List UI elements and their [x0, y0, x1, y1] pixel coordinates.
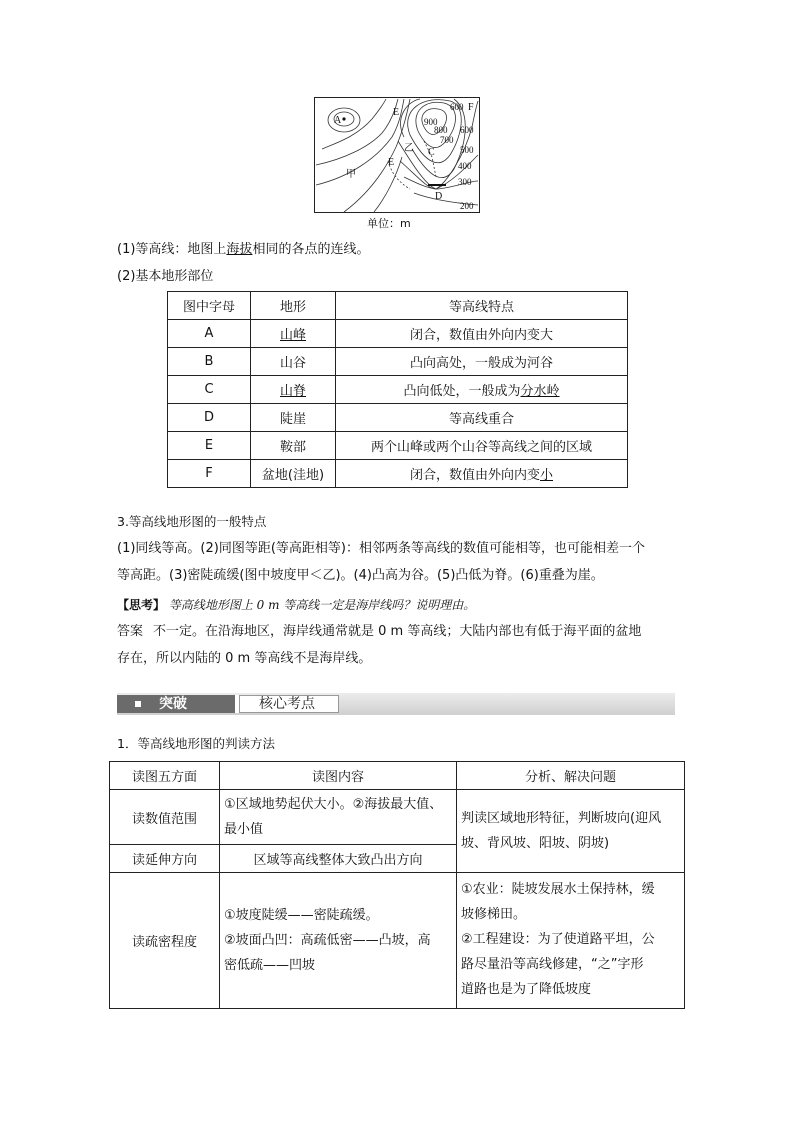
header-letter: 图中字母 — [168, 292, 251, 320]
section-3-line-2: 等高距。(3)密陡疏缓(图中坡度甲＜乙)。(4)凸高为谷。(5)凸低为脊。(6)重叠为崖。 — [117, 568, 604, 583]
answer-label: 答案 — [117, 624, 144, 639]
content-line: ②坡面凸凹：高疏低密——凸坡，高 — [224, 933, 431, 948]
feature-prefix: 凸向低处，一般成为 — [403, 384, 521, 399]
cell-content: 区域等高线整体大致凸出方向 — [220, 845, 457, 873]
header-content: 读图内容 — [220, 762, 457, 790]
cell-aspect: 读疏密程度 — [110, 873, 220, 1009]
table-row — [168, 460, 628, 488]
contour-map — [314, 97, 482, 215]
banner-left-label: 突破 — [159, 696, 187, 712]
header-terrain: 地形 — [251, 292, 336, 320]
cell-feature: 两个山峰或两个山谷等高线之间的区域 — [336, 432, 628, 460]
header-analysis: 分析、解决问题 — [457, 762, 685, 790]
cell-content — [220, 790, 457, 845]
item-2: (2)基本地形部位 — [117, 269, 214, 284]
think-label: 【思考】 — [117, 598, 166, 612]
header-feature: 等高线特点 — [336, 292, 628, 320]
reading-method-table — [109, 761, 685, 1009]
table-row — [168, 432, 628, 460]
content-line: ①区域地势起伏大小。②海拔最大值、 — [224, 797, 443, 812]
contour-label-900: 900 — [424, 117, 438, 127]
table-header-row — [168, 292, 628, 320]
table-row — [110, 790, 685, 845]
analysis-line: ②工程建设：为了使道路平坦，公 — [461, 932, 655, 947]
content-line: 密低疏——凹坡 — [224, 958, 316, 973]
label-E-top: E — [393, 107, 400, 118]
analysis-line: ①农业：陡坡发展水土保持林，缓 — [461, 882, 655, 897]
cell-feature: 凸向高处，一般成为河谷 — [336, 348, 628, 376]
section-banner — [117, 693, 675, 715]
contour-label-600b: 600 — [460, 125, 474, 135]
think-question-text: 等高线地形图上 0 m 等高线一定是海岸线吗？说明理由。 — [168, 598, 476, 612]
item-1-suffix: 相同的各点的连线。 — [252, 242, 370, 257]
cell-terrain: 盆地(洼地) — [251, 460, 336, 488]
answer-line-2: 存在，所以内陆的 0 m 等高线不是海岸线。 — [117, 651, 372, 666]
cell-aspect: 读数值范围 — [110, 790, 220, 845]
think-question — [117, 594, 475, 616]
cell-letter: B — [168, 348, 251, 376]
table-header-row — [110, 762, 685, 790]
analysis-line: 判读区域地形特征，判断坡向(迎风 — [461, 811, 662, 826]
cell-content — [220, 873, 457, 1009]
contour-label-800: 800 — [434, 125, 448, 135]
answer-text-1: 不一定。在沿海地区，海岸线通常就是 0 m 等高线；大陆内部也有低于海平面的盆地 — [153, 624, 642, 639]
content-line: 最小值 — [224, 822, 264, 837]
terrain-underlined: 山峰 — [279, 328, 306, 343]
cell-analysis-merged — [457, 790, 685, 873]
table-row — [110, 873, 685, 1009]
terrain-table — [167, 291, 628, 488]
cell-feature: 等高线重合 — [336, 404, 628, 432]
analysis-line: 坡修梯田。 — [461, 907, 527, 922]
cell-feature: 闭合，数值由外向内变大 — [336, 320, 628, 348]
contour-label-700: 700 — [440, 135, 454, 145]
label-C: C — [428, 147, 435, 158]
section-4-title: 1．等高线地形图的判读方法 — [117, 736, 275, 751]
cell-letter: E — [168, 432, 251, 460]
contour-label-600a: 600 — [450, 102, 464, 112]
cell-letter: A — [168, 320, 251, 348]
table-row — [168, 348, 628, 376]
label-jia: 甲 — [346, 169, 356, 180]
answer-line-1 — [117, 621, 641, 643]
banner-square-icon — [135, 701, 141, 707]
label-yi: 乙 — [404, 143, 414, 154]
contour-label-200: 200 — [460, 201, 474, 211]
cell-terrain: 山谷 — [251, 348, 336, 376]
item-1 — [117, 239, 369, 261]
label-A: A — [334, 115, 342, 126]
contour-label-400: 400 — [458, 161, 472, 171]
analysis-line: 路尽量沿等高线修建，“之”字形 — [461, 957, 644, 972]
terrain-underlined: 山脊 — [279, 384, 306, 399]
header-aspect: 读图五方面 — [110, 762, 220, 790]
cell-letter: F — [168, 460, 251, 488]
feature-prefix: 闭合，数值由外向内变 — [409, 468, 540, 483]
map-caption: 单位：m — [367, 217, 411, 230]
cell-terrain: 鞍部 — [251, 432, 336, 460]
label-F: F — [468, 102, 474, 113]
content-line: ①坡度陡缓——密陡疏缓。 — [224, 908, 379, 923]
label-E-mid: E — [388, 157, 395, 168]
analysis-line: 坡、背风坡、阳坡、阴坡) — [461, 836, 610, 851]
cell-feature — [336, 376, 628, 404]
section-3-line-1: (1)同线等高。(2)同图等距(等高距相等)：相邻两条等高线的数值可能相等，也可能相差一个 — [117, 541, 645, 556]
cell-feature — [336, 460, 628, 488]
item-1-underlined: 海拔 — [226, 242, 253, 257]
section-3-title: 3.等高线地形图的一般特点 — [117, 514, 267, 529]
table-row — [168, 404, 628, 432]
cell-terrain — [251, 320, 336, 348]
contour-label-500: 500 — [460, 145, 474, 155]
item-1-prefix: (1)等高线：地图上 — [117, 242, 227, 257]
table-row — [168, 376, 628, 404]
label-D: D — [435, 191, 443, 202]
table-row — [168, 320, 628, 348]
cell-analysis — [457, 873, 685, 1009]
banner-right-label: 核心考点 — [259, 696, 315, 712]
feature-underlined: 小 — [540, 468, 554, 483]
cell-letter: C — [168, 376, 251, 404]
cell-letter: D — [168, 404, 251, 432]
feature-underlined: 分水岭 — [520, 384, 560, 399]
cell-terrain — [251, 376, 336, 404]
peak-point — [342, 117, 345, 120]
contour-label-300: 300 — [458, 177, 472, 187]
cell-aspect: 读延伸方向 — [110, 845, 220, 873]
analysis-line: 道路也是为了降低坡度 — [461, 982, 592, 997]
cell-terrain: 陡崖 — [251, 404, 336, 432]
